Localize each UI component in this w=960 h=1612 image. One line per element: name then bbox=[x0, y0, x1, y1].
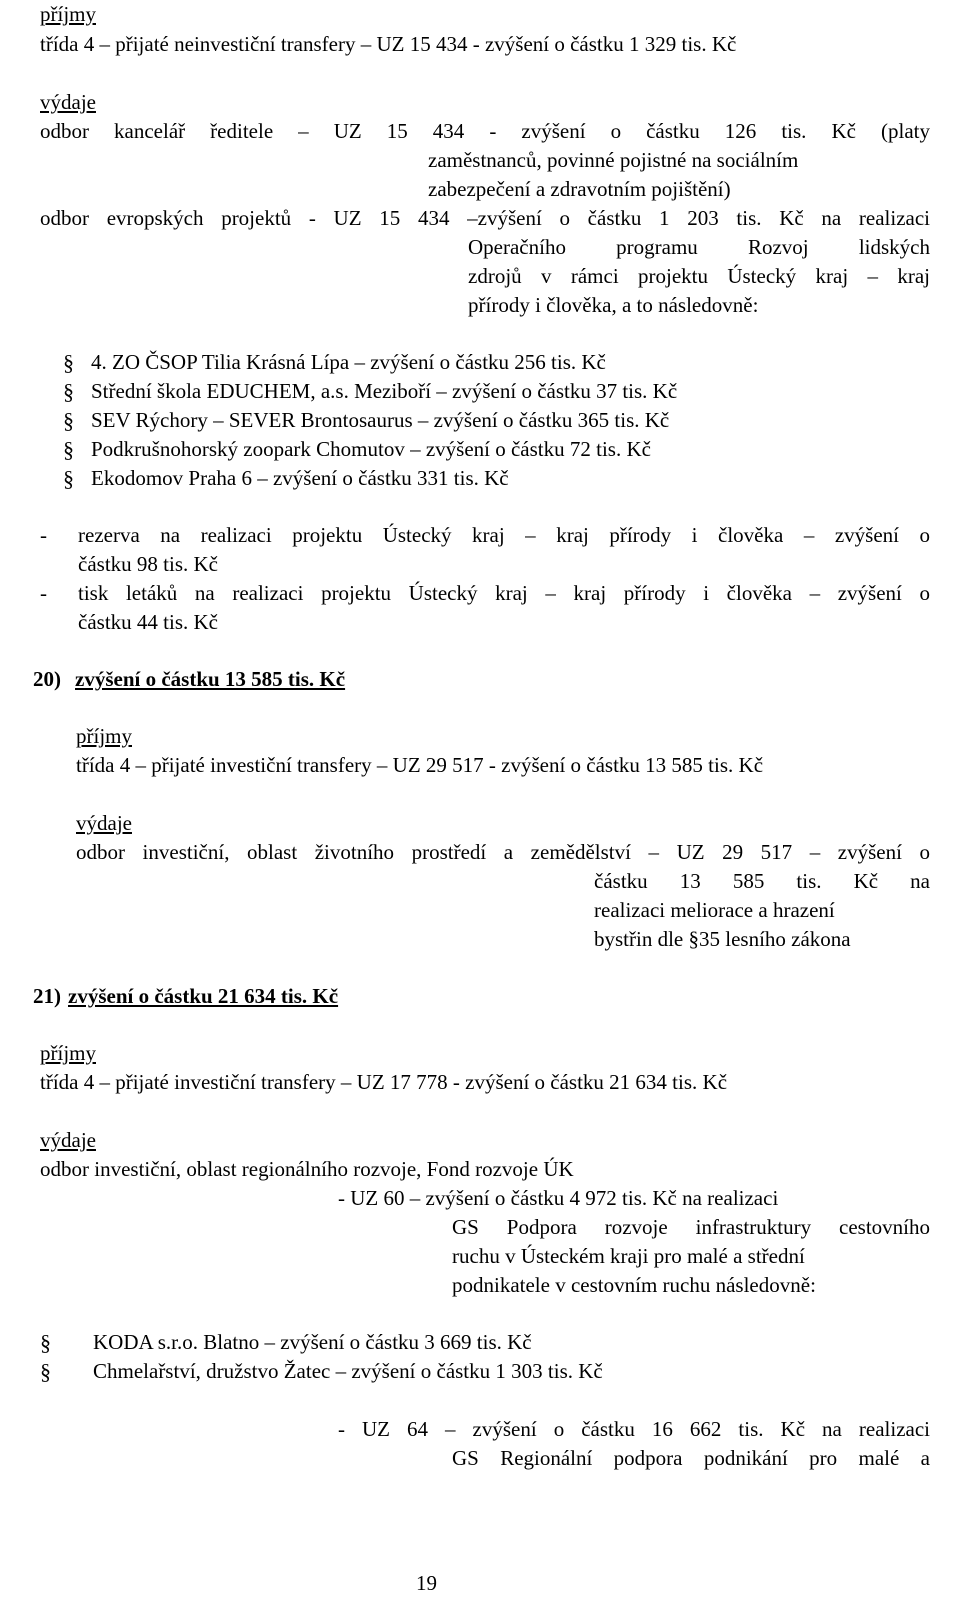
section-sign-bullet-icon: § bbox=[40, 1330, 51, 1355]
investicni-line-4: bystřin dle §35 lesního zákona bbox=[594, 927, 851, 951]
vydaje-heading: výdaje bbox=[76, 811, 132, 835]
list-item: Podkrušnohorský zoopark Chomutov – zvýšení o částku 72 tis. Kč bbox=[91, 437, 651, 461]
rezerva-line-2: částku 98 tis. Kč bbox=[78, 552, 218, 576]
list-item: KODA s.r.o. Blatno – zvýšení o částku 3 669 tis. Kč bbox=[93, 1330, 532, 1354]
section-20-number: 20) bbox=[33, 667, 61, 691]
section-sign-bullet-icon: § bbox=[63, 350, 74, 375]
section-sign-bullet-icon: § bbox=[63, 408, 74, 433]
tisk-line-2: částku 44 tis. Kč bbox=[78, 610, 218, 634]
section-21-title: zvýšení o částku 21 634 tis. Kč bbox=[68, 984, 339, 1008]
investicni-line-2: částku 13 585 tis. Kč na bbox=[594, 869, 930, 893]
dash-marker: - bbox=[40, 523, 47, 547]
evropske-line-1: odbor evropských projektů - UZ 15 434 –zvýšení o částku 1 203 tis. Kč na realizaci bbox=[40, 206, 930, 230]
list-item: Ekodomov Praha 6 – zvýšení o částku 331 tis. Kč bbox=[91, 466, 509, 490]
uz64-line-2: GS Regionální podpora podnikání pro malé a bbox=[452, 1446, 930, 1470]
regionalni-line-1: odbor investiční, oblast regionálního rozvoje, Fond rozvoje ÚK bbox=[40, 1157, 574, 1181]
vydaje-heading: výdaje bbox=[40, 1128, 96, 1152]
prijmy-heading: příjmy bbox=[76, 724, 132, 748]
uz60-line-3: ruchu v Ústeckém kraji pro malé a střední bbox=[452, 1244, 805, 1268]
section-sign-bullet-icon: § bbox=[63, 437, 74, 462]
prijmy-heading: příjmy bbox=[40, 1041, 96, 1065]
evropske-line-4: přírody i člověka, a to následovně: bbox=[468, 293, 759, 317]
evropske-line-3: zdrojů v rámci projektu Ústecký kraj – kraj bbox=[468, 264, 930, 288]
dash-marker: - bbox=[40, 581, 47, 605]
prijmy-line: třída 4 – přijaté neinvestiční transfery – UZ 15 434 - zvýšení o částku 1 329 tis. Kč bbox=[40, 32, 737, 56]
prijmy-heading: příjmy bbox=[40, 2, 96, 26]
kancelar-line-3: zabezpečení a zdravotním pojištění) bbox=[428, 177, 731, 201]
section-21-number: 21) bbox=[33, 984, 61, 1008]
section-sign-bullet-icon: § bbox=[40, 1359, 51, 1384]
section-20-title: zvýšení o částku 13 585 tis. Kč bbox=[75, 667, 346, 691]
evropske-line-2: Operačního programu Rozvoj lidských bbox=[468, 235, 930, 259]
section-sign-bullet-icon: § bbox=[63, 379, 74, 404]
list-item: Chmelařství, družstvo Žatec – zvýšení o částku 1 303 tis. Kč bbox=[93, 1359, 603, 1383]
kancelar-line-2: zaměstnanců, povinné pojistné na sociálním bbox=[428, 148, 799, 172]
uz64-line-1: - UZ 64 – zvýšení o částku 16 662 tis. Kč na realizaci bbox=[338, 1417, 930, 1441]
investicni-line-1: odbor investiční, oblast životního prostředí a zemědělství – UZ 29 517 – zvýšení o bbox=[76, 840, 930, 864]
list-item: Střední škola EDUCHEM, a.s. Meziboří – zvýšení o částku 37 tis. Kč bbox=[91, 379, 678, 403]
list-item: 4. ZO ČSOP Tilia Krásná Lípa – zvýšení o částku 256 tis. Kč bbox=[91, 350, 606, 374]
prijmy-line: třída 4 – přijaté investiční transfery – UZ 29 517 - zvýšení o částku 13 585 tis. Kč bbox=[76, 753, 764, 777]
rezerva-line-1: rezerva na realizaci projektu Ústecký kraj – kraj přírody i člověka – zvýšení o bbox=[78, 523, 930, 547]
list-item: SEV Rýchory – SEVER Brontosaurus – zvýšení o částku 365 tis. Kč bbox=[91, 408, 670, 432]
page-number: 19 bbox=[416, 1571, 437, 1595]
kancelar-line-1: odbor kancelář ředitele – UZ 15 434 - zvýšení o částku 126 tis. Kč (platy bbox=[40, 119, 930, 143]
vydaje-heading: výdaje bbox=[40, 90, 96, 114]
uz60-line-4: podnikatele v cestovním ruchu následovně: bbox=[452, 1273, 816, 1297]
uz60-line-2: GS Podpora rozvoje infrastruktury cestovního bbox=[452, 1215, 930, 1239]
investicni-line-3: realizaci meliorace a hrazení bbox=[594, 898, 835, 922]
prijmy-line: třída 4 – přijaté investiční transfery – UZ 17 778 - zvýšení o částku 21 634 tis. Kč bbox=[40, 1070, 728, 1094]
tisk-line-1: tisk letáků na realizaci projektu Ústecký kraj – kraj přírody i člověka – zvýšení o bbox=[78, 581, 930, 605]
section-sign-bullet-icon: § bbox=[63, 466, 74, 491]
uz60-line-1: - UZ 60 – zvýšení o částku 4 972 tis. Kč na realizaci bbox=[338, 1186, 779, 1210]
